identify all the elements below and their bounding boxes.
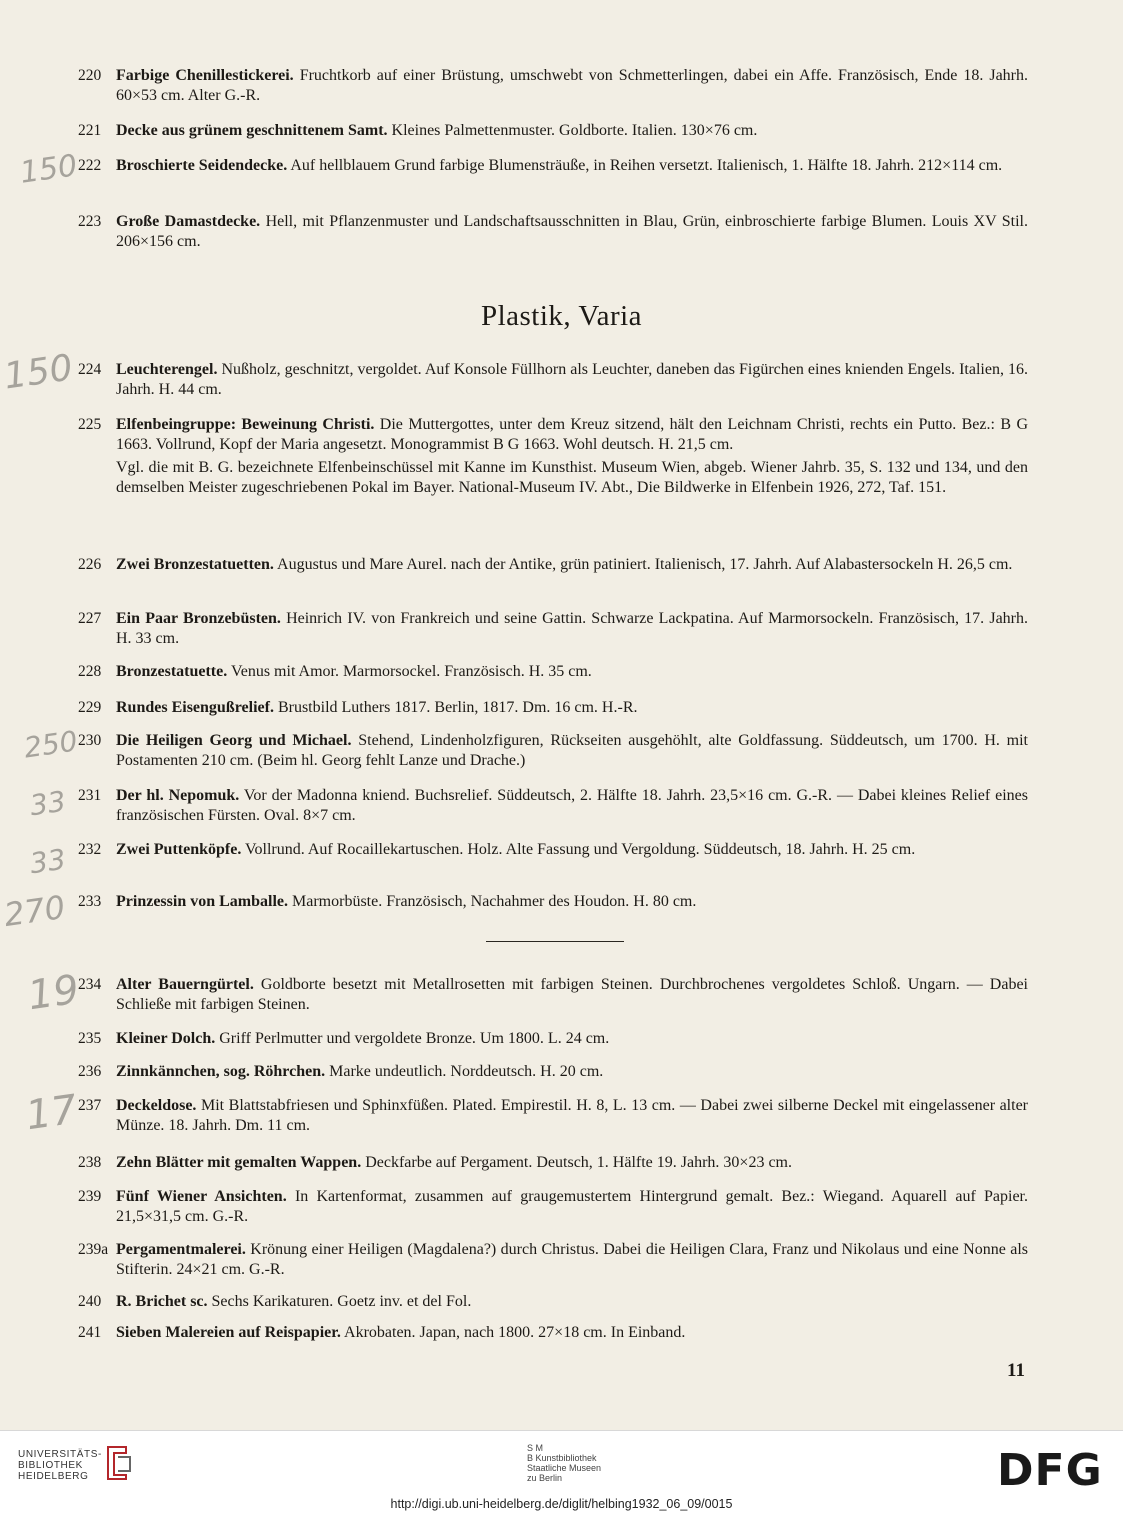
lot-reference-note: Vgl. die mit B. G. bezeichnete Elfenbeinschüssel mit Kanne im Kunsthist. Museum Wien, abgeb. Wiener Jahrb. 35, S. 132 und 134, und den demselben Meister zugeschriebenen Pokal im Bayer. National-Museum IV. Abt., Die Bildwerke in Elfenbein 1926, 272, Taf. 151. [116,459,1028,496]
lot-title: Decke aus grünem geschnittenem Samt. [116,122,388,139]
entry-241 [78,1323,1028,1343]
lot-title: Deckeldose. [116,1097,197,1114]
entry-234 [78,975,1028,1015]
university-logo-icon [104,1445,134,1481]
margin-note-233: 270 [1,887,68,935]
lot-title: Ein Paar Bronzebüsten. [116,610,281,627]
lot-number: 239a [78,1241,109,1258]
institution-line: UNIVERSITÄTS- [18,1449,102,1460]
entry-227 [78,609,1028,649]
entry-237 [78,1096,1028,1136]
lot-title: Pergamentmalerei. [116,1241,246,1258]
lot-description: Vollrund. Auf Rocaillekartuschen. Holz. Alte Fassung und Vergoldung. Süddeutsch, 18. Jahrh. H. 25 cm. [241,841,916,858]
lot-number: 241 [78,1324,102,1341]
stamp-line: B Kunstbibliothek [527,1453,597,1463]
lot-title: Zwei Bronzestatuetten. [116,556,274,573]
entry-226 [78,555,1028,575]
entry-236 [78,1062,1028,1082]
entry-229 [78,698,1028,718]
entry-239 [78,1187,1028,1227]
entry-231 [78,786,1028,826]
institution-line: HEIDELBERG [18,1471,89,1482]
lot-number: 225 [78,416,102,433]
lot-description: Sechs Karikaturen. Goetz inv. et del Fol. [207,1293,472,1310]
dfg-logo: DFG [997,1445,1103,1496]
lot-description: Augustus und Mare Aurel. nach der Antike, grün patiniert. Italienisch, 17. Jahrh. Auf Alabastersockeln H. 26,5 cm. [273,556,1013,573]
permalink-url[interactable]: http://digi.ub.uni-heidelberg.de/diglit/helbing1932_06_09/0015 [390,1497,733,1511]
margin-note-234: 19 [25,966,82,1020]
lot-number: 223 [78,213,102,230]
lot-title: Der hl. Nepomuk. [116,787,240,804]
entry-224 [78,360,1028,400]
institution-name [18,1449,102,1482]
lot-description: Stehend, Lindenholzfiguren, Rückseiten ausgehöhlt, alte Goldfassung. Süddeutsch, um 1700. H. mit Postamenten 210 cm. (Beim hl. Georg fehlt Lanze und Drache.) [116,732,1029,769]
page-number: 11 [1007,1360,1025,1381]
margin-note-224: 150 [1,347,76,398]
lot-title: Zwei Puttenköpfe. [116,841,242,858]
lot-description: Kleines Palmettenmuster. Goldborte. Italien. 130×76 cm. [387,122,758,139]
lot-number: 240 [78,1293,102,1310]
viewer-footer [0,1430,1123,1514]
lot-number: 228 [78,663,102,680]
lot-title: Die Heiligen Georg und Michael. [116,732,352,749]
lot-title: Broschierte Seidendecke. [116,157,288,174]
lot-title: Elfenbeingruppe: Beweinung Christi. [116,416,375,433]
entry-228 [78,662,1028,682]
entry-232 [78,840,1028,860]
lot-title: Zinnkännchen, sog. Röhrchen. [116,1063,326,1080]
lot-description: Griff Perlmutter und vergoldete Bronze. Um 1800. L. 24 cm. [215,1030,610,1047]
section-heading: Plastik, Varia [480,300,643,332]
lot-number: 221 [78,122,102,139]
lot-description: Akrobaten. Japan, nach 1800. 27×18 cm. In Einband. [340,1324,686,1341]
stamp-line: zu Berlin [527,1473,563,1483]
library-stamp [527,1443,601,1483]
margin-note-222: 150 [17,148,80,191]
lot-number: 226 [78,556,102,573]
lot-title: Kleiner Dolch. [116,1030,216,1047]
lot-number: 236 [78,1063,102,1080]
lot-title: Zehn Blätter mit gemalten Wappen. [116,1154,362,1171]
lot-description: In Kartenformat, zusammen auf graugemustertem Hintergrund gemalt. Bez.: Wiegand. Aquarell auf Papier. 21,5×31,5 cm. G.-R. [116,1188,1029,1225]
lot-number: 227 [78,610,102,627]
entry-230 [78,731,1028,771]
lot-number: 237 [78,1097,102,1114]
lot-description: Venus mit Amor. Marmorsockel. Französisch. H. 35 cm. [227,663,592,680]
lot-description: Krönung einer Heiligen (Magdalena?) durch Christus. Dabei die Heiligen Clara, Franz und Nikolaus und eine Nonne als Stifterin. 24×21 cm. G.-R. [116,1241,1028,1278]
lot-description: Heinrich IV. von Frankreich und seine Gattin. Schwarze Lackpatina. Auf Marmorsockeln. Französisch, 17. Jahrh. H. 33 cm. [116,610,1028,647]
entry-225 [78,415,1028,498]
lot-title: Farbige Chenillestickerei. [116,67,294,84]
lot-description: Vor der Madonna kniend. Buchsrelief. Süddeutsch, 2. Hälfte 18. Jahrh. 23,5×16 cm. G.-R. — Dabei kleines Relief eines französischen Fürsten. Oval. 8×7 cm. [116,787,1028,824]
stamp-line: Staatliche Museen [527,1463,602,1473]
entry-238 [78,1153,1028,1173]
entry-239a [78,1240,1028,1280]
lot-number: 232 [78,841,102,858]
lot-number: 229 [78,699,102,716]
lot-number: 235 [78,1030,102,1047]
lot-description: Nußholz, geschnitzt, vergoldet. Auf Konsole Füllhorn als Leuchter, daneben das Figürchen eines knienden Engels. Italien, 16. Jahrh. H. 44 cm. [116,361,1028,398]
entry-220 [78,66,1028,106]
lot-description: Fruchtkorb auf einer Brüstung, umschwebt von Schmetterlingen, dabei ein Affe. Französisch, Ende 18. Jahrh. 60×53 cm. Alter G.-R. [116,67,1029,104]
lot-number: 231 [78,787,102,804]
lot-description: Auf hellblauem Grund farbige Blumensträuße, in Reihen versetzt. Italienisch, 1. Hälfte 18. Jahrh. 212×114 cm. [287,157,1003,174]
margin-note-237: 17 [23,1086,80,1140]
lot-number: 230 [78,732,102,749]
margin-note-232: 33 [27,842,68,881]
lot-description: Marmorbüste. Französisch, Nachahmer des Houdon. H. 80 cm. [288,893,697,910]
institution-line: BIBLIOTHEK [18,1460,83,1471]
lot-title: Leuchterengel. [116,361,218,378]
lot-description: Marke undeutlich. Norddeutsch. H. 20 cm. [325,1063,604,1080]
lot-title: Alter Bauerngürtel. [116,976,254,993]
entry-222 [78,156,1028,176]
lot-description: Hell, mit Pflanzenmuster und Landschaftsausschnitten in Blau, Grün, einbroschierte farbige Blumen. Louis XV Stil. 206×156 cm. [116,213,1028,250]
lot-number: 234 [78,976,102,993]
lot-title: Rundes Eisengußrelief. [116,699,274,716]
entry-240 [78,1292,1028,1312]
lot-title: Sieben Malereien auf Reispapier. [116,1324,341,1341]
lot-description: Mit Blattstabfriesen und Sphinxfüßen. Plated. Empirestil. H. 8, L. 13 cm. — Dabei zwei silberne Deckel mit eingelassener alter Münze. 18. Jahrh. Dm. 11 cm. [116,1097,1028,1134]
lot-title: Fünf Wiener Ansichten. [116,1188,287,1205]
lot-number: 233 [78,893,102,910]
margin-note-231: 33 [27,784,68,823]
lot-title: Prinzessin von Lamballe. [116,893,289,910]
lot-description: Die Muttergottes, unter dem Kreuz sitzend, hält den Leichnam Christi, rechts ein Putto. Bez.: B G 1663. Vollrund, Kopf der Maria angesetzt. Monogrammist B G 1663. Wohl deutsch. H. 21,5 cm. [116,416,1028,453]
lot-description: Brustbild Luthers 1817. Berlin, 1817. Dm. 16 cm. H.-R. [273,699,638,716]
entry-233 [78,892,1028,912]
entry-223 [78,212,1028,252]
entry-221 [78,121,1028,141]
lot-title: Große Damastdecke. [116,213,261,230]
lot-number: 238 [78,1154,102,1171]
lot-number: 224 [78,361,102,378]
lot-number: 220 [78,67,102,84]
lot-title: Bronzestatuette. [116,663,228,680]
lot-number: 239 [78,1188,102,1205]
entry-235 [78,1029,1028,1049]
lot-title: R. Brichet sc. [116,1293,208,1310]
lot-description: Goldborte besetzt mit Metallrosetten mit farbigen Steinen. Durchbrochenes vergoldetes Schloß. Ungarn. — Dabei Schließe mit farbigen Steinen. [116,976,1028,1013]
section-divider [486,941,624,942]
lot-number: 222 [78,157,102,174]
stamp-line: S M [527,1443,544,1453]
lot-description: Deckfarbe auf Pergament. Deutsch, 1. Hälfte 19. Jahrh. 30×23 cm. [361,1154,792,1171]
margin-note-230: 250 [21,724,80,765]
